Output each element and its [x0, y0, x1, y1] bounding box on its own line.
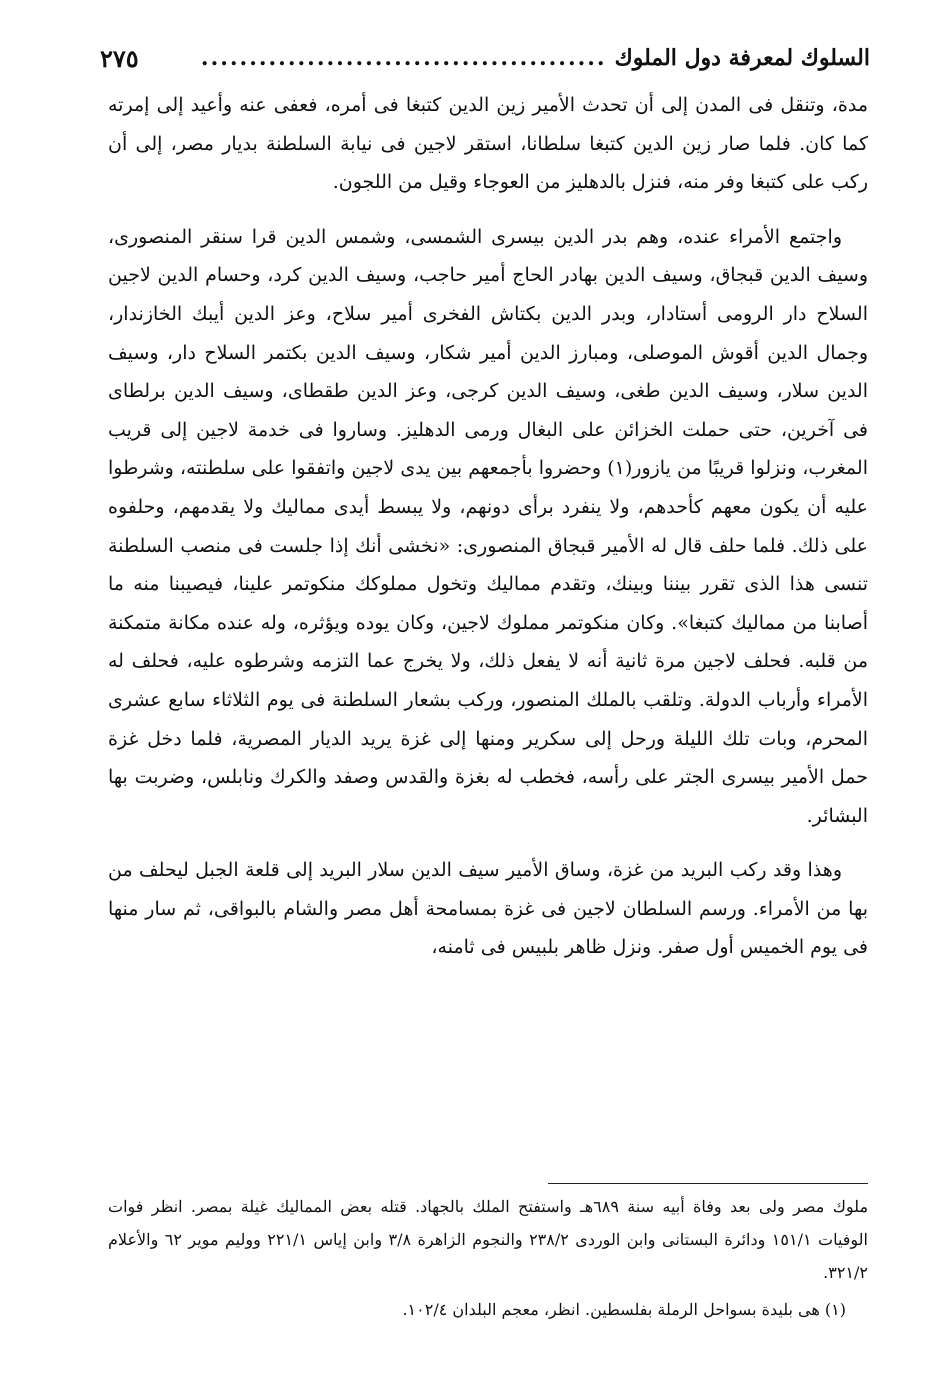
main-text [108, 86, 868, 967]
leader-dots: .......................................... [200, 45, 607, 71]
book-title: السلوك لمعرفة دول الملوك [614, 45, 870, 71]
footnote-1: (١) هى بليدة بسواحل الرملة بفلسطين. انظر، معجم البلدان ١٠٢/٤. [402, 1300, 846, 1319]
paragraph-1: مدة، وتنقل فى المدن إلى أن تحدث الأمير زين الدين كتبغا فى أمره، فعفى عنه وأعيد إلى إمرته كما كان. فلما صار زين الدين كتبغا سلطانا، استقر لاجين فى نيابة السلطنة بديار مصر، إلى أن ركب على كتبغا وفر منه، فنزل بالدهليز من العوجاء وقيل من اللجون. [108, 94, 868, 194]
paragraph-2: واجتمع الأمراء عنده، وهم بدر الدين بيسرى الشمسى، وشمس الدين قرا سنقر المنصورى، وسيف الدين قبجاق، وسيف الدين بهادر الحاج أمير حاجب، وسيف الدين كرد، وحسام الدين لاجين السلاح دار الرومى أستادار، وبدر الدين بكتاش الفخرى أمير سلاح، وعز الدين أيبك الخازندار، وجمال الدين أقوش الموصلى، ومبارز الدين أمير شكار، وسيف الدين بكتمر السلاح دار، وسيف الدين سلار، وسيف الدين طغى، وسيف الدين كرجى، وعز الدين طقطاى، وسيف الدين برلطاى فى آخرين، حتى حملت الخزائن على البغال ورمى الدهليز. وساروا فى خدمة لاجين إلى قريب المغرب، ونزلوا قريبًا من يازور(١) وحضروا بأجمعهم بين يدى لاجين واتفقوا على سلطنته، وشرطوا عليه أن يكون معهم كأحدهم، ولا ينفرد برأى دونهم، ولا يبسط أيدى مماليك ولا يقدمهم، وحلفوه على ذلك. فلما حلف قال له الأمير قبجاق المنصورى: «نخشى أنك إذا جلست فى منصب السلطنة تنسى هذا الذى تقرر بيننا وبينك، وتقدم مماليك وتخول مملوكك منكوتمر علينا، فيصيبنا منه ما أصابنا من مماليك كتبغا». وكان منكوتمر مملوك لاجين، وكان يوده ويؤثره، وله عنده مكانة متمكنة من قلبه. فحلف لاجين مرة ثانية أنه لا يفعل ذلك، ولا يخرج عما التزمه وشرطوه عليه، فحلف له الأمراء وأرباب الدولة. وتلقب بالملك المنصور، وركب بشعار السلطنة فى يوم الثلاثاء سابع عشرى المحرم، وبات تلك الليلة ورحل إلى سكرير ومنها إلى غزة يريد الديار المصرية، فلما دخل غزة حمل الأمير بيسرى الجتر على رأسه، فخطب له بغزة والقدس وصفد والكرك ونابلس، وضربت بها البشائر. [108, 225, 868, 827]
running-header [100, 36, 870, 80]
footnote-continuation: ملوك مصر ولى بعد وفاة أبيه سنة ٦٨٩هـ واستفتح الملك بالجهاد. قتله بعض المماليك غيلة بمصر. انظر فوات الوفيات ١٥١/١ ودائرة البستانى وابن الوردى ٢٣٨/٢ والنجوم الزاهرة ٣/٨ وابن إياس ٢٢١/١ ووليم موير ٦٢ والأعلام ٣٢١/٢. [108, 1197, 869, 1282]
footnote-separator [548, 1183, 868, 1184]
paragraph-3: وهذا وقد ركب البريد من غزة، وساق الأمير سيف الدين سلار البريد إلى قلعة الجبل ليحلف من بها من الأمراء. ورسم السلطان لاجين فى غزة بمسامحة أهل مصر والشام بالبواقى، ثم سار منها فى يوم الخميس أول صفر. ونزل ظاهر بلبيس فى ثامنه، [108, 859, 868, 959]
footnotes [108, 1190, 868, 1326]
page-number: ٢٧٥ [100, 43, 139, 73]
